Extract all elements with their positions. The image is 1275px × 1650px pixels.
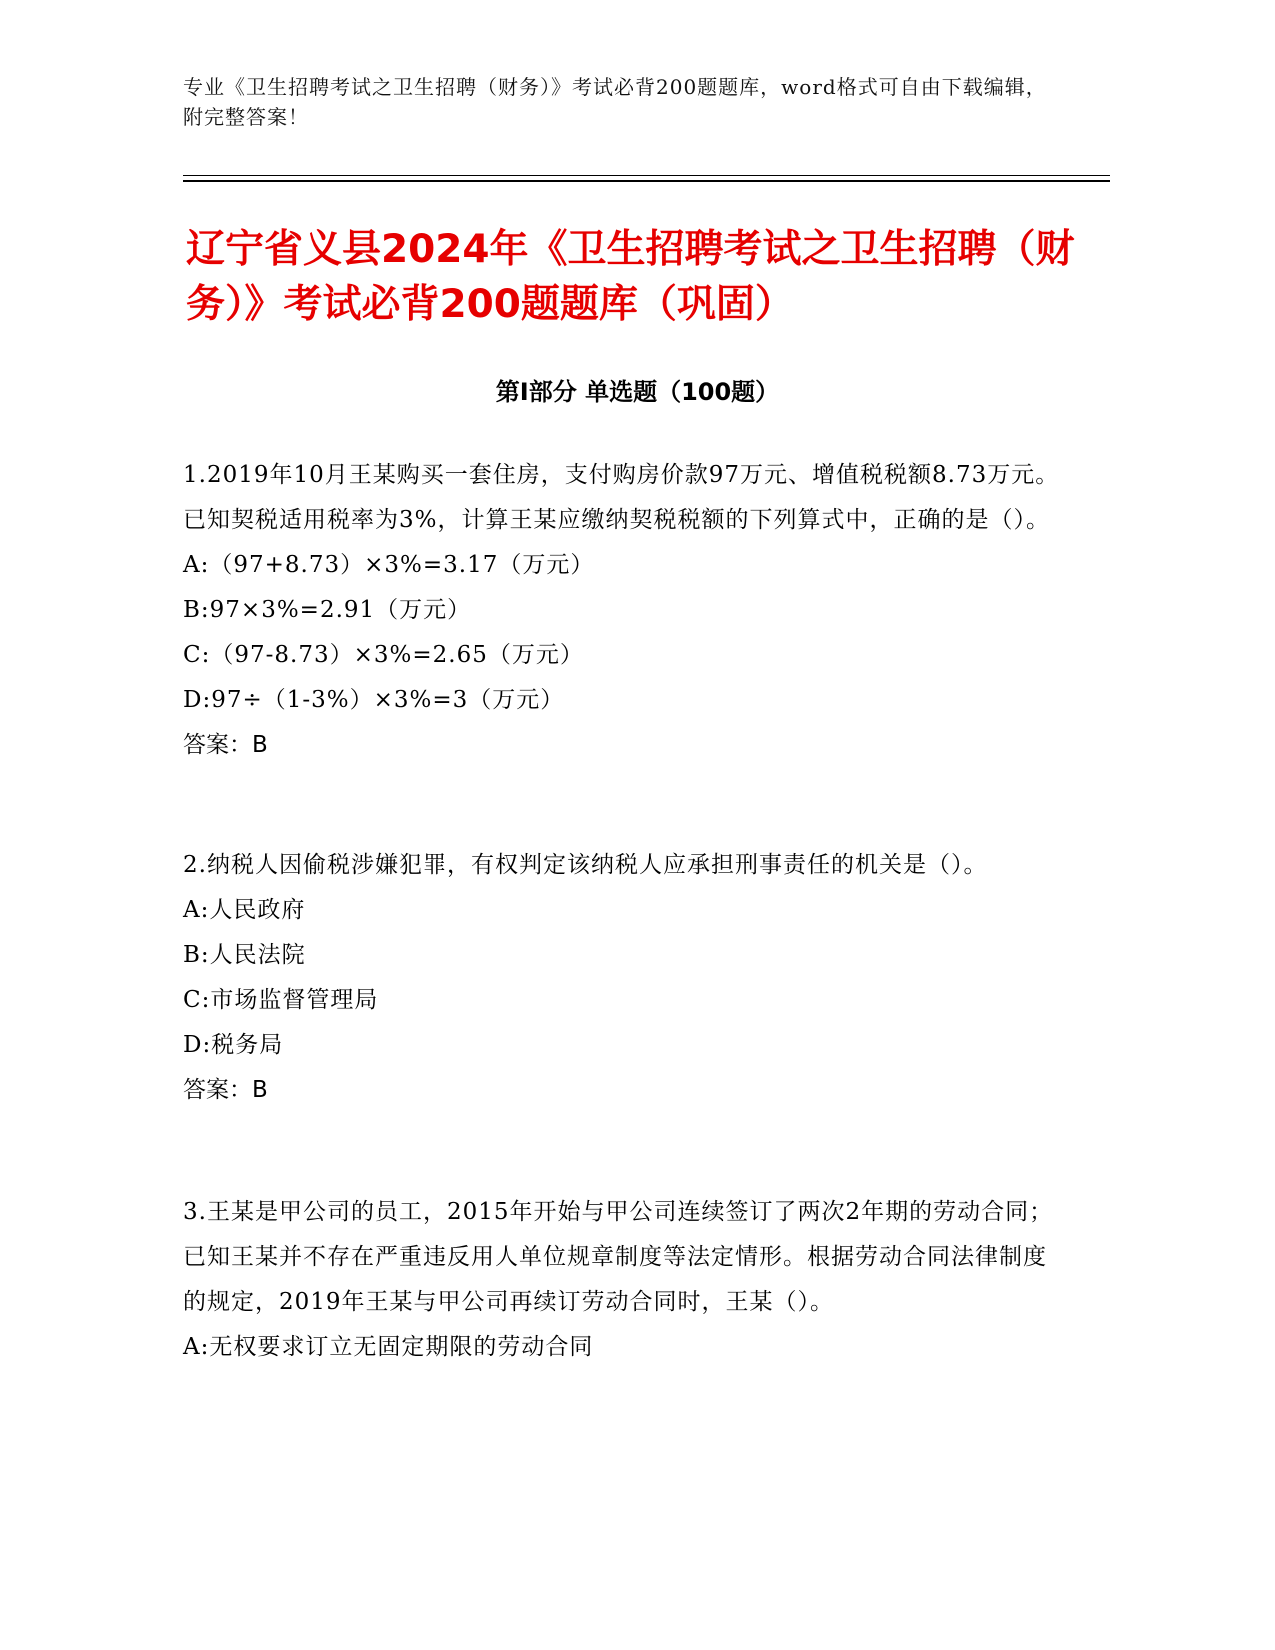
section-title: 第Ⅰ部分 单选题（100题） <box>495 378 780 406</box>
question-stem: 3.王某是甲公司的员工，2015年开始与甲公司连续签订了两次2年期的劳动合同；已知王某并不存在严重违反用人单位规章制度等法定情形。根据劳动合同法律制度的规定，2019年王某与甲公司再续订劳动合同时，王某（）。 <box>183 1199 1054 1315</box>
question-2 <box>183 843 1063 1113</box>
option-a: A:人民政府 <box>183 897 306 923</box>
question-3 <box>183 1190 1063 1370</box>
question-1 <box>183 453 1063 768</box>
header-divider-thin <box>183 175 1110 176</box>
option-b: B:97×3%=2.91（万元） <box>183 597 472 623</box>
intro-text: 专业《卫生招聘考试之卫生招聘（财务）》考试必背200题题库，word格式可自由下载编辑，附完整答案！ <box>183 75 1047 129</box>
question-stem: 2.纳税人因偷税涉嫌犯罪，有权判定该纳税人应承担刑事责任的机关是（）。 <box>183 852 988 878</box>
header-divider-thick <box>183 180 1110 182</box>
option-d: D:税务局 <box>183 1032 284 1058</box>
option-c: C:（97-8.73）×3%=2.65（万元） <box>183 642 584 668</box>
option-c: C:市场监督管理局 <box>183 987 379 1013</box>
option-a: A:（97+8.73）×3%=3.17（万元） <box>183 552 595 578</box>
option-a: A:无权要求订立无固定期限的劳动合同 <box>183 1334 594 1360</box>
question-stem: 1.2019年10月王某购买一套住房，支付购房价款97万元、增值税税额8.73万元。已知契税适用税率为3%，计算王某应缴纳契税税额的下列算式中，正确的是（）。 <box>183 462 1060 533</box>
document-title: 辽宁省义县2024年《卫生招聘考试之卫生招聘（财务）》考试必背200题题库（巩固） <box>186 227 1075 327</box>
option-d: D:97÷（1-3%）×3%=3（万元） <box>183 687 565 713</box>
answer-text: 答案：B <box>183 1077 268 1103</box>
option-b: B:人民法院 <box>183 942 306 968</box>
answer-text: 答案：B <box>183 732 268 758</box>
